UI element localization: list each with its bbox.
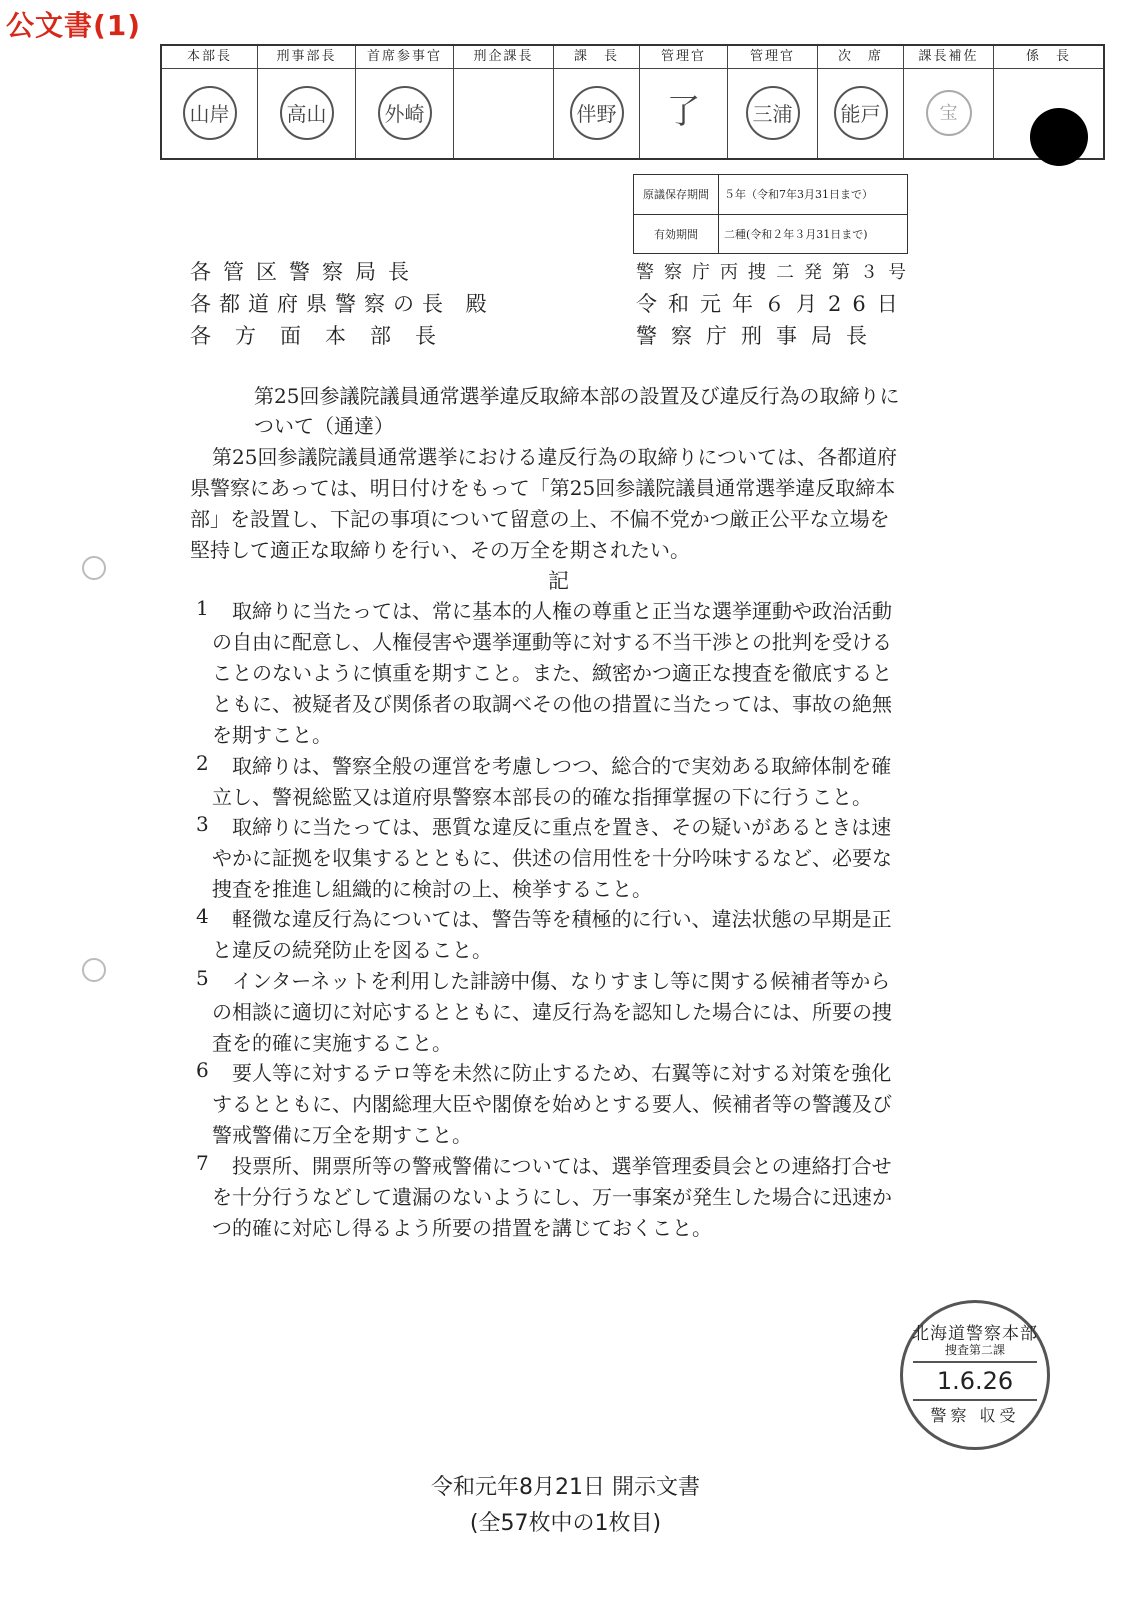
item-line: と違反の続発防止を図ること。 [212,938,492,962]
receipt-stamp-org: 北海道警察本部 [912,1324,1038,1344]
issue-date: 令和元年６月26日 [636,292,909,316]
validity-row [634,214,907,254]
item-line: の自由に配意し、人権侵害や選挙運動等に対する不当干渉との批判を受ける [212,630,892,654]
seal-column-label: 管理官 [640,46,727,69]
document-number: 警察庁丙捜二発第３号 [636,262,916,283]
seal-column [454,46,554,158]
redaction-mark [1030,108,1088,166]
item-number: 1 [196,596,209,620]
intro-line: 部」を設置し、下記の事項について留意の上、不偏不党かつ厳正公平な立場を [190,507,890,531]
item-line: 立し、警視総監又は道府県警察本部長の的確な指揮掌握の下に行うこと。 [212,785,872,809]
seal-column-label: 課長補佐 [904,46,993,69]
seal-column-label: 係 長 [994,46,1103,69]
validity-value: 二種(令和２年３月31日まで) [724,228,868,241]
retention-label: 原議保存期間 [634,175,719,214]
item-line: やかに証拠を収集するとともに、供述の信用性を十分吟味するなど、必要な [212,846,892,870]
item-line: ともに、被疑者及び関係者の取調べその他の措置に当たっては、事故の絶無 [212,692,892,716]
subject-line: ついて（通達） [254,414,394,438]
seal-column-label: 本部長 [162,46,257,69]
seal-column-label: 課 長 [554,46,639,69]
seal-column [162,46,258,158]
retention-period-box [633,174,908,254]
item-number: 3 [196,812,209,836]
document-label: 公文書(1) [6,9,142,42]
item-line: 軽微な違反行為については、警告等を積極的に行い、違法状態の早期是正 [232,907,892,931]
disclosure-note: 令和元年8月21日 開示文書 [431,1475,700,1500]
item-line: 取締りに当たっては、常に基本的人権の尊重と正当な選挙運動や政治活動 [232,599,892,623]
item-line: 警戒警備に万全を期すこと。 [212,1123,472,1147]
item-number: 7 [196,1151,209,1175]
approval-seal-table [160,44,1105,160]
item-number: 5 [196,966,209,990]
retention-row [634,175,907,214]
receipt-stamp-date: 1.6.26 [913,1361,1037,1401]
addressee-line: 各管区警察局長 [190,260,421,284]
ki-heading: 記 [548,569,569,593]
seal-column-label: 首席参事官 [356,46,453,69]
seal-column-label: 管理官 [728,46,817,69]
seal-column [904,46,994,158]
item-line: 要人等に対するテロ等を未然に防止するため、右翼等に対する対策を強化 [232,1061,892,1085]
personal-seal: 外崎 [378,86,432,140]
validity-label: 有効期間 [634,215,719,254]
subject-line: 第25回参議院議員通常選挙違反取締本部の設置及び違反行為の取締りに [254,384,900,408]
seal-column-label: 刑企課長 [454,46,553,69]
item-line: ことのないように慎重を期すこと。また、緻密かつ適正な捜査を徹底すると [212,661,892,685]
seal-column-label: 次 席 [818,46,903,69]
item-number: 2 [196,751,209,775]
receipt-date-stamp [900,1300,1050,1450]
item-number: 4 [196,904,209,928]
intro-line: 県警察にあっては、明日付けをもって「第25回参議院議員通常選挙違反取締本 [190,476,896,500]
item-line: 捜査を推進し組織的に検討の上、検挙すること。 [212,877,652,901]
item-line: 投票所、開票所等の警戒警備については、選挙管理委員会との連絡打合せ [232,1154,892,1178]
personal-seal: 山岸 [183,86,237,140]
item-line: 取締りは、警察全般の運営を考慮しつつ、総合的で実効ある取締体制を確 [232,754,892,778]
item-line: するとともに、内閣総理大臣や閣僚を始めとする要人、候補者等の警護及び [212,1092,892,1116]
intro-line: 第25回参議院議員通常選挙における違反行為の取締りについては、各都道府 [212,445,898,469]
receipt-stamp-dept: 捜査第二課 [944,1343,1005,1357]
personal-seal: 能戸 [834,86,888,140]
personal-seal: 高山 [280,86,334,140]
addressee-line: 各都道府県警察の長 殿 [190,292,495,316]
seal-column [728,46,818,158]
punch-hole [82,958,106,982]
personal-seal: 宝 [926,90,972,136]
seal-column [356,46,454,158]
page-count-note: (全57枚中の1枚目) [469,1511,662,1536]
seal-column [640,46,728,158]
seal-column [258,46,356,158]
item-line: つ的確に対応し得るよう所要の措置を講じておくこと。 [212,1216,712,1240]
item-line: を期すこと。 [212,723,332,747]
item-line: 取締りに当たっては、悪質な違反に重点を置き、その疑いがあるときは速 [232,815,892,839]
addressee-line: 各方面本部長 [190,324,460,348]
personal-seal: 三浦 [746,86,800,140]
item-line: インターネットを利用した誹謗中傷、なりすまし等に関する候補者等から [232,969,891,993]
seal-column [818,46,904,158]
item-line: 査を的確に実施すること。 [212,1031,452,1055]
initial-mark: 了 [666,92,701,133]
issuer: 警察庁刑事局長 [636,324,881,348]
seal-column-label: 刑事部長 [258,46,355,69]
seal-column [554,46,640,158]
retention-value: ５年（令和7年3月31日まで） [724,188,873,201]
intro-line: 堅持して適正な取締りを行い、その万全を期されたい。 [190,538,690,562]
personal-seal: 伴野 [570,86,624,140]
item-number: 6 [196,1058,209,1082]
punch-hole [82,556,106,580]
item-line: の相談に適切に対応するとともに、違反行為を認知した場合には、所要の捜 [212,1000,892,1024]
receipt-stamp-bottom: 警察 収受 [930,1406,1020,1425]
item-line: を十分行うなどして遺漏のないようにし、万一事案が発生した場合に迅速か [212,1185,892,1209]
